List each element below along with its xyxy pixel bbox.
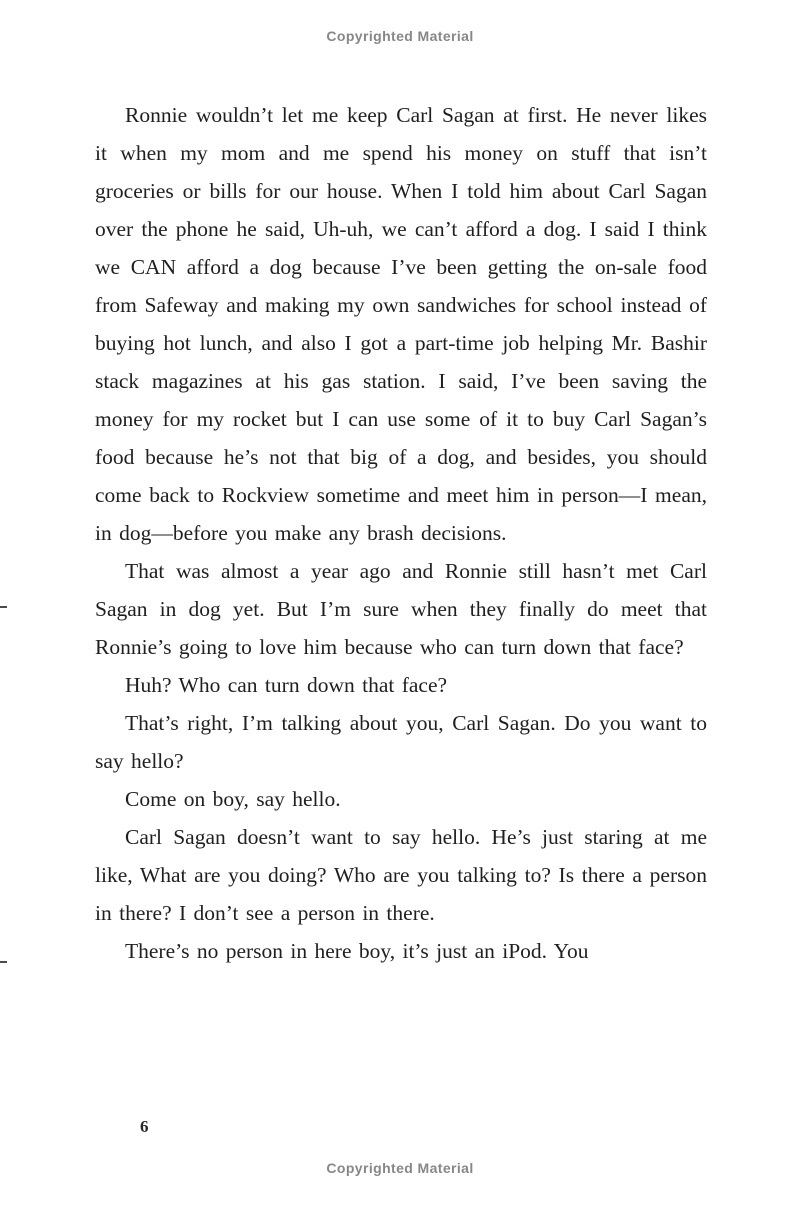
body-paragraph: Huh? Who can turn down that face? xyxy=(125,673,448,697)
body-paragraph: Ronnie wouldn’t let me keep Carl Sagan at first. He never likes it when my mom and me spend his money on stuff that isn’t groceries or bills for our house. When I told him about Carl Sagan over the phone he said, Uh-uh, we can’t afford a dog. I said I think we CAN afford a dog because I’ve been getting the on-sale food from Safeway and making my own sandwiches for school instead of buying hot lunch, and also I got a part-time job helping Mr. Bashir stack magazines at his gas station. I said, I’ve been saving the money for my rocket but I can use some of it to buy Carl Sagan’s food because he’s not that big of a dog, and besides, you should come back to Rockview sometime and meet him in person—I mean, in dog—before you make any brash decisions. xyxy=(95,103,707,545)
body-paragraph: That was almost a year ago and Ronnie still hasn’t met Carl Sagan in dog yet. But I’m sure when they finally do meet that Ronnie’s going to love him because who can turn down that face? xyxy=(95,559,707,659)
body-paragraph: That’s right, I’m talking about you, Carl Sagan. Do you want to say hello? xyxy=(95,711,707,773)
body-paragraph: There’s no person in here boy, it’s just an iPod. You xyxy=(125,939,589,963)
page-number: 6 xyxy=(140,1117,149,1136)
page-edge-mark xyxy=(0,606,7,608)
copyright-notice-top: Copyrighted Material xyxy=(326,28,474,44)
copyright-notice-bottom: Copyrighted Material xyxy=(326,1160,474,1176)
body-paragraph: Carl Sagan doesn’t want to say hello. He’s just staring at me like, What are you doing? Who are you talking to? Is there a person in there? I don’t see a person in there. xyxy=(95,825,707,925)
page-edge-mark xyxy=(0,961,7,963)
body-text xyxy=(95,96,707,970)
body-paragraph: Come on boy, say hello. xyxy=(125,787,341,811)
